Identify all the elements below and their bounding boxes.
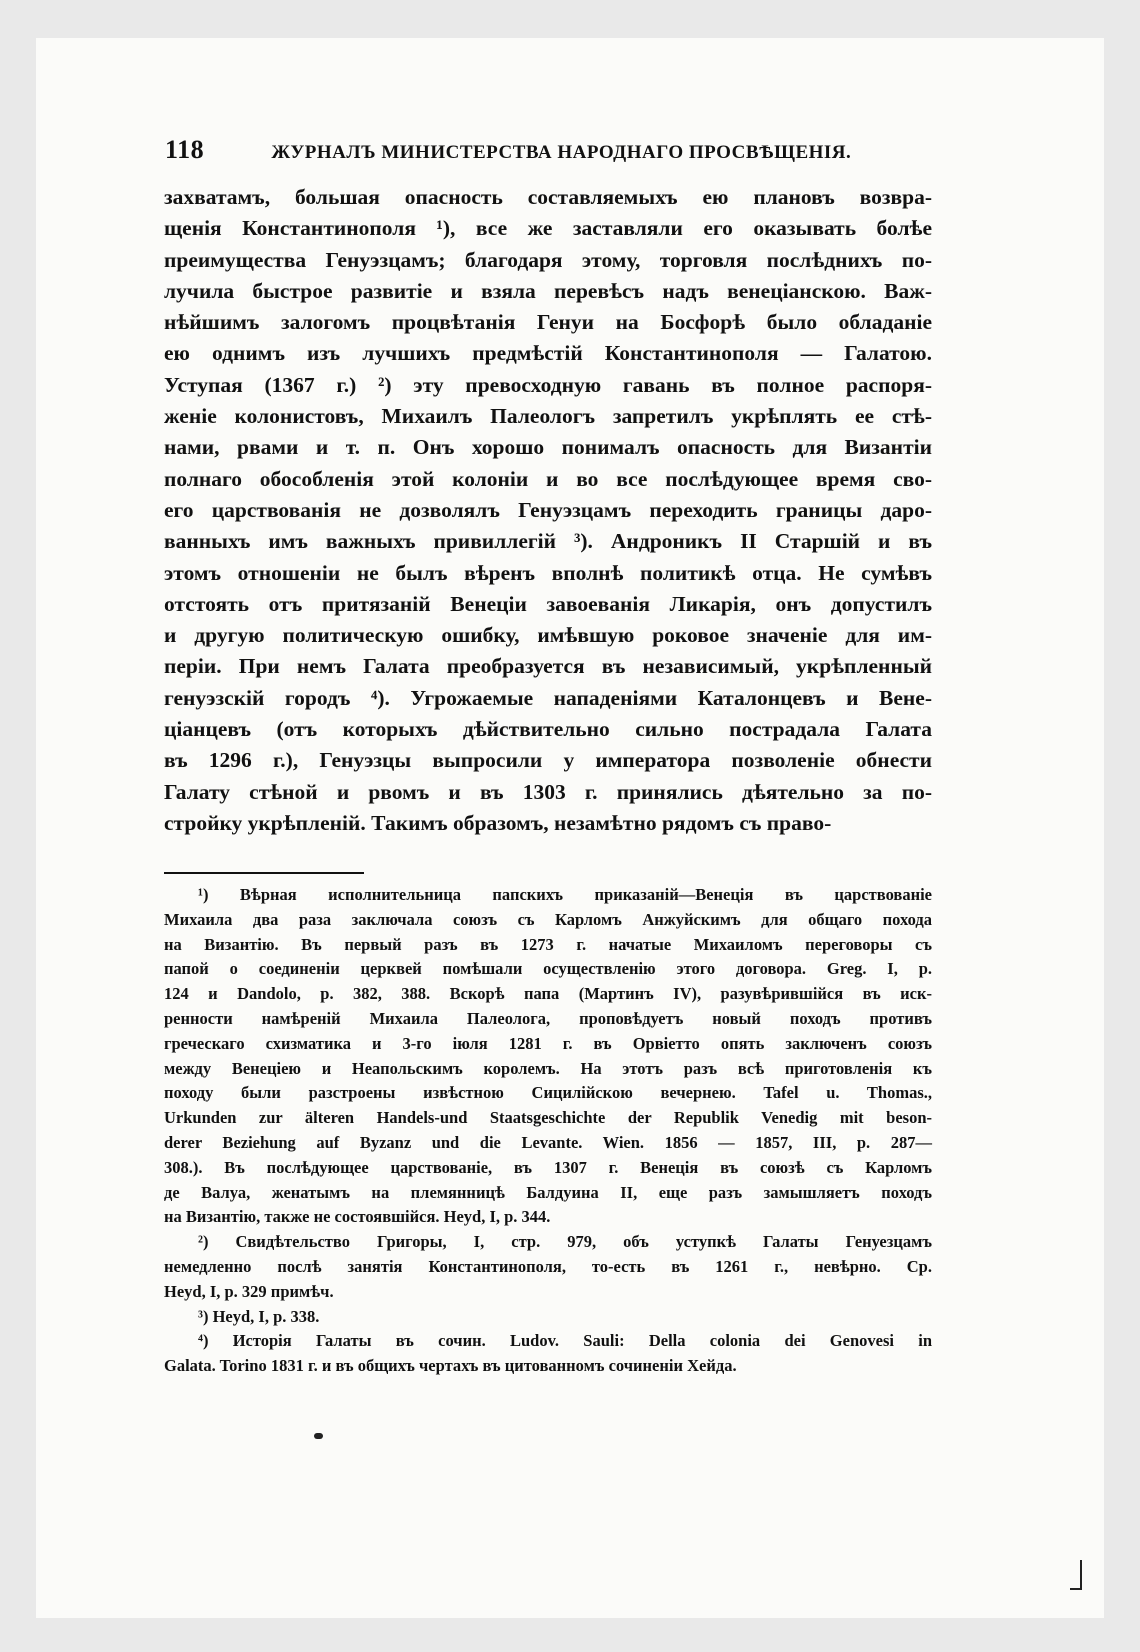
footnote-line: ¹) Вѣрная исполнительница папскихъ приказаній—Венеція въ царствованіе — [198, 885, 932, 904]
text-line: его царствованія не дозволялъ Генуэзцамъ переходить границы даро- — [164, 497, 932, 522]
text-line: захватамъ, большая опасность составляемыхъ ею плановъ возвра- — [164, 185, 932, 209]
footnote-line: немедленно послѣ занятія Константинополя, то-есть въ 1261 г., невѣрно. Ср. — [164, 1256, 932, 1276]
running-header — [165, 135, 935, 165]
text-line: ею однимъ изъ лучшихъ предмѣстій Константинополя — Галатою. — [164, 341, 932, 366]
text-line: этомъ отношеніи не былъ вѣренъ вполнѣ политикѣ отца. Не сумѣвъ — [164, 560, 932, 585]
footnote-line: Urkunden zur älteren Handels-und Staatsgeschichte der Republik Venedig mit beson- — [164, 1108, 932, 1128]
footnote-line: Galata. Torino 1831 г. и въ общихъ чертахъ въ цитованномъ сочиненіи Хейда. — [164, 1356, 737, 1376]
text-line: нами, рвами и т. п. Онъ хорошо понималъ опасность для Византіи — [164, 435, 932, 460]
footnote-line: папой о соединеніи церквей помѣшали осуществленію этого договора. Greg. I, p. — [164, 959, 932, 979]
footnote-line: греческаго схизматика и 3-го іюля 1281 г. въ Орвіетто опять заключенъ союзъ — [164, 1033, 932, 1053]
footnote-line: derer Beziehung auf Byzanz und die Levante. Wien. 1856 — 1857, III, p. 287— — [164, 1132, 932, 1152]
text-line: періи. При немъ Галата преобразуется въ независимый, укрѣпленный — [164, 654, 932, 679]
footnote-line: Михаила два раза заключала союзъ съ Карломъ Анжуйскимъ для общаго похода — [164, 909, 932, 929]
text-line: ціанцевъ (отъ которыхъ дѣйствительно сильно пострадала Галата — [164, 717, 932, 742]
footnote-line: 308.). Въ послѣдующее царствованіе, въ 1307 г. Венеція въ союзѣ съ Карломъ — [164, 1157, 932, 1177]
text-line: стройку укрѣпленій. Такимъ образомъ, незамѣтно рядомъ съ право- — [164, 810, 832, 835]
text-line: полнаго обособленія этой колоніи и во все послѣдующее время сво- — [164, 466, 932, 491]
footnote-separator — [164, 872, 364, 874]
footnote-line: 124 и Dandolo, p. 382, 388. Вскорѣ папа (Мартинъ IV), разувѣрившійся въ иск- — [164, 984, 932, 1004]
text-line: женіе колонистовъ, Михаилъ Палеологъ запретилъ укрѣплять ее стѣ- — [164, 404, 932, 429]
text-line: лучила быстрое развитіе и взяла перевѣсъ надъ венеціанскою. Важ- — [164, 278, 932, 303]
footnote-line: Heyd, I, p. 329 примѣч. — [164, 1281, 334, 1301]
footnote-line: на Византію. Въ первый разъ въ 1273 г. начатые Михаиломъ переговоры съ — [164, 934, 932, 954]
footnote-line: ренности намѣреній Михаила Палеолога, проповѣдуетъ новый походъ противъ — [164, 1008, 932, 1028]
text-line: Галату стѣной и рвомъ и въ 1303 г. принялись дѣятельно за по- — [164, 779, 932, 804]
footnote-line: походу были разстроены извѣстною Сицилійскою вечернею. Tafel u. Thomas., — [164, 1083, 932, 1103]
text-line: нѣйшимъ залогомъ процвѣтанія Генуи на Босфорѣ было обладаніе — [164, 310, 932, 335]
text-line: и другую политическую ошибку, имѣвшую роковое значеніе для им- — [164, 623, 932, 648]
footnote-line: между Венеціею и Неапольскимъ королемъ. На этотъ разъ всѣ приготовленія къ — [164, 1058, 932, 1078]
text-line: ванныхъ имъ важныхъ привиллегій ³). Андроникъ II Старшій и въ — [164, 529, 932, 554]
text-line: Уступая (1367 г.) ²) эту превосходную гавань въ полное распоря- — [164, 372, 932, 397]
ink-speck — [314, 1433, 323, 1439]
footnote-line: ²) Свидѣтельство Григоры, I, стр. 979, объ уступкѣ Галаты Генуезцамъ — [198, 1232, 932, 1252]
footnotes — [164, 883, 932, 1379]
text-line: отстоять отъ притязаній Венеціи завоеванія Ликарія, онъ допустилъ — [164, 591, 932, 616]
footnote-line: на Византію, также не состоявшійся. Heyd, I, p. 344. — [164, 1207, 551, 1227]
footnote — [164, 1230, 932, 1304]
page-number: 118 — [165, 135, 205, 164]
footnote-line: де Валуа, женатымъ на племянницѣ Балдуина II, еще разъ замышляетъ походъ — [164, 1182, 932, 1202]
running-title: ЖУРНАЛЪ МИНИСТЕРСТВА НАРОДНАГО ПРОСВѢЩЕНІЯ. — [271, 142, 852, 163]
main-text — [164, 182, 932, 839]
text-line: щенія Константинополя ¹), все же заставляли его оказывать болѣе — [164, 216, 932, 241]
text-line: въ 1296 г.), Генуэзцы выпросили у императора позволеніе обнести — [164, 748, 932, 773]
footnote — [164, 1305, 932, 1330]
footnote — [164, 883, 932, 1230]
page-corner-mark — [1070, 1560, 1082, 1590]
footnote — [164, 1329, 932, 1379]
footnote-line: ³) Heyd, I, p. 338. — [198, 1306, 320, 1326]
footnote-line: ⁴) Исторія Галаты въ сочин. Ludov. Sauli: Della colonia dei Genovesi in — [198, 1331, 932, 1351]
text-line: преимущества Генуэзцамъ; благодаря этому, торговля послѣднихъ по- — [164, 247, 932, 272]
text-line: генуэзскій городъ ⁴). Угрожаемые нападеніями Каталонцевъ и Вене- — [164, 685, 932, 710]
